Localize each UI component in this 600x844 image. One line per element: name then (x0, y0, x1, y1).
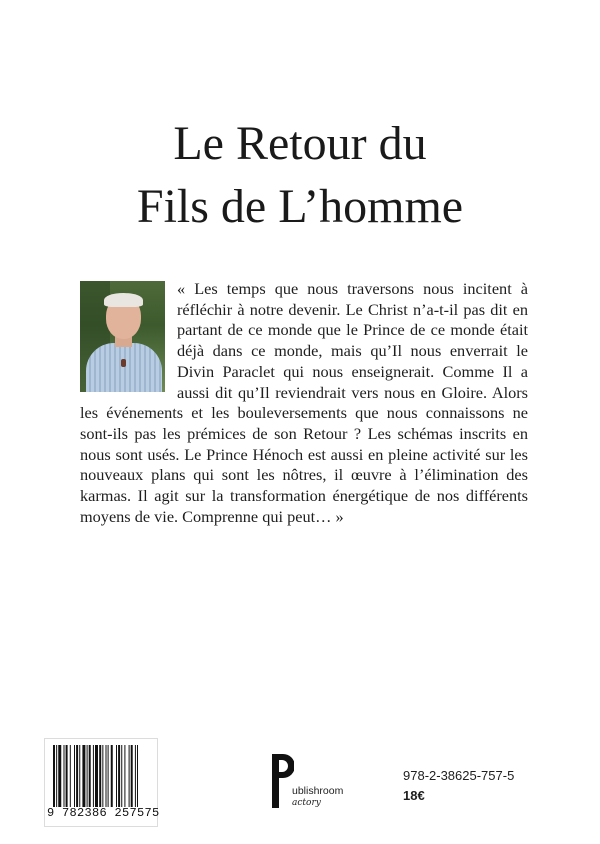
back-cover-blurb (80, 279, 528, 527)
book-title-line-1: Le Retour du (173, 117, 427, 170)
publisher-name: ublishroom (292, 785, 344, 797)
author-photo (80, 281, 165, 392)
book-title (0, 112, 600, 238)
book-title-line-2: Fils de L’homme (136, 180, 464, 233)
publisher-subname: actory (292, 798, 321, 808)
blurb-text: « Les temps que nous traversons nous incitent à réfléchir à notre devenir. Le Christ n’a-t-il pas dit en partant de ce monde que le Prince de ce monde était déjà dans ce monde, mais qu’Il nous enverrait le Divin Paraclet qui nous enseignerait. Comme Il a aussi dit qu’Il reviendrait vers nous en Gloire. Alors les événements et les bouleversements que nous connaissons ne sont-ils pas les prémices de son Retour ? Les schémas inscrits en nous sont usés. Le Prince Hénoch est aussi en pleine activité sur les nouveaux plans qui sont les nôtres, il œuvre à l’élimination des karmas. Il agit sur la transformation énergétique de nos différents moyens de vie. Comprenne qui peut… » (80, 279, 528, 526)
publisher-logo-icon (270, 752, 294, 810)
publisher-logo (270, 752, 380, 812)
barcode-bars (53, 745, 149, 807)
isbn: 978-2-38625-757-5 (403, 768, 515, 783)
barcode (44, 738, 158, 827)
barcode-digits: 9 782386 257575 (47, 806, 160, 820)
price: 18€ (403, 788, 425, 803)
